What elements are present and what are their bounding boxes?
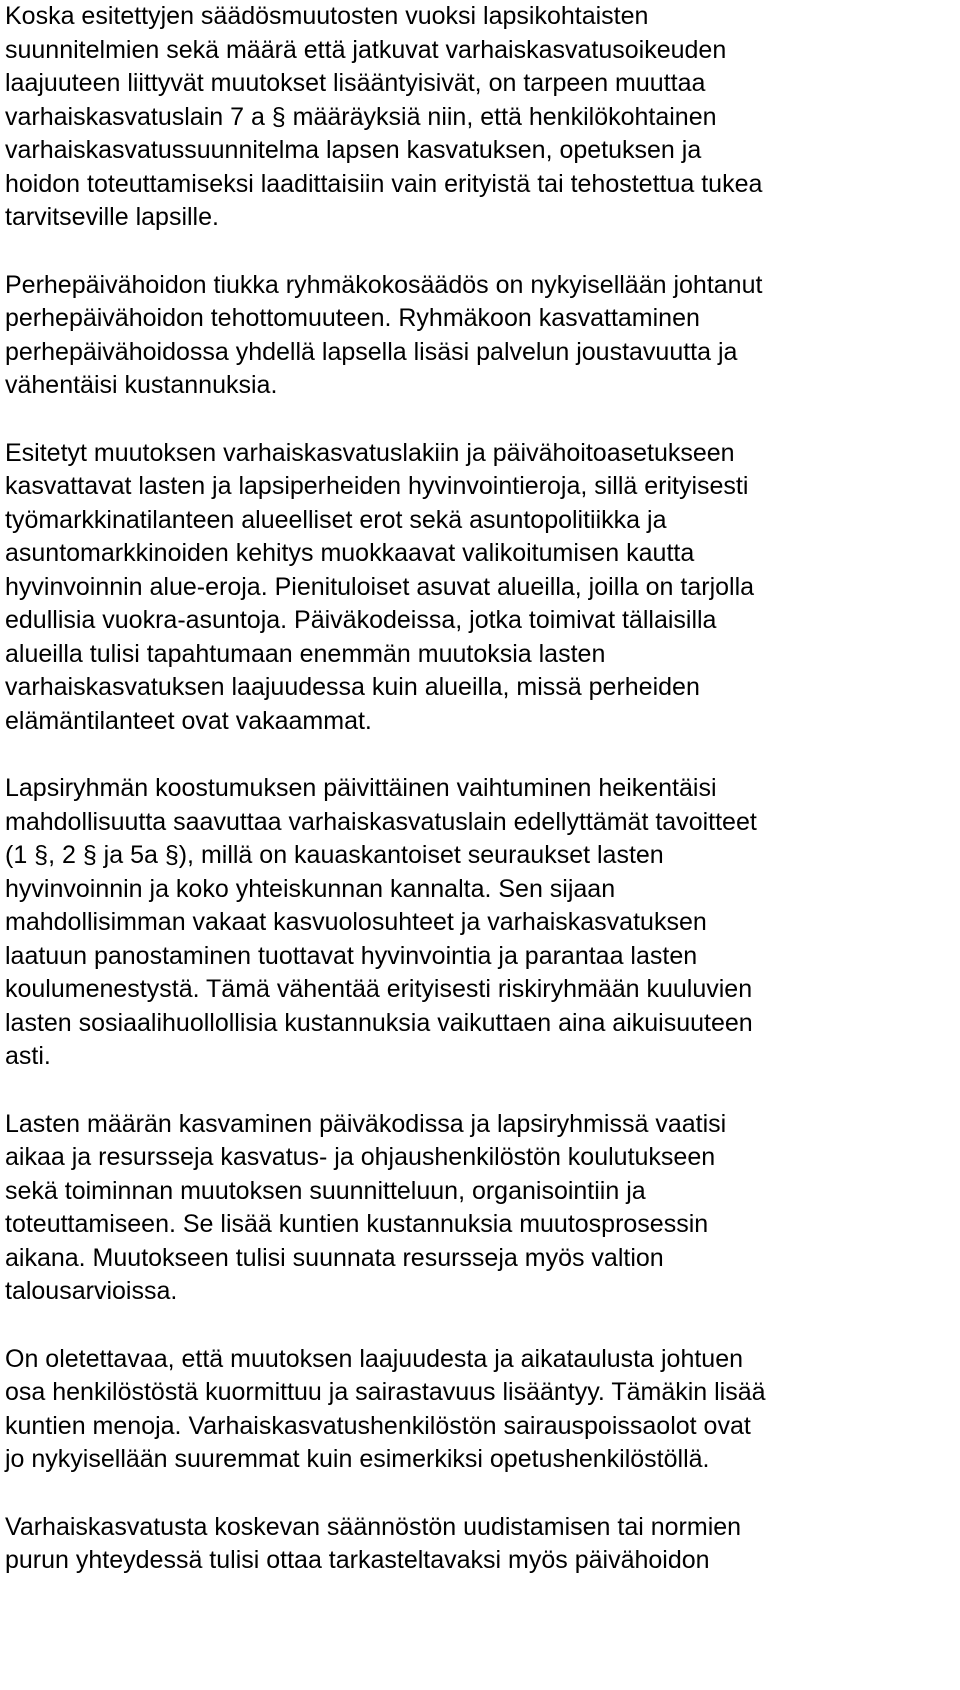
text-line: varhaiskasvatuslain 7 a § määräyksiä niin, että henkilökohtainen — [5, 102, 717, 131]
text-line: vähentäisi kustannuksia. — [5, 371, 278, 399]
text-line: laatuun panostaminen tuottavat hyvinvointia ja parantaa lasten — [5, 941, 698, 970]
text-line: hyvinvoinnin ja koko yhteiskunnan kannalta. Sen sijaan — [5, 874, 616, 903]
text-line: koulumenestystä. Tämä vähentää erityisesti riskiryhmään kuuluvien — [5, 975, 753, 1003]
text-line: toteuttamiseen. Se lisää kuntien kustannuksia muutosprosessin — [5, 1210, 709, 1238]
paragraph — [5, 1108, 957, 1309]
text-line: työmarkkinatilanteen alueelliset erot sekä asuntopolitiikka ja — [5, 505, 667, 534]
text-line: Lapsiryhmän koostumuksen päivittäinen vaihtuminen heikentäisi — [5, 774, 717, 802]
text-line: jo nykyisellään suuremmat kuin esimerkiksi opetushenkilöstöllä. — [5, 1445, 710, 1473]
text-line: mahdollisimman vakaat kasvuolosuhteet ja varhaiskasvatuksen — [5, 908, 707, 936]
text-line: kuntien menoja. Varhaiskasvatushenkilöstön sairauspoissaolot ovat — [5, 1411, 751, 1440]
text-line: osa henkilöstöstä kuormittuu ja sairastavuus lisääntyy. Tämäkin lisää — [5, 1378, 766, 1406]
paragraph — [5, 1511, 957, 1578]
paragraph — [5, 437, 957, 739]
text-line: perhepäivähoidossa yhdellä lapsella lisäsi palvelun joustavuutta ja — [5, 337, 738, 366]
text-line: varhaiskasvatuksen laajuudessa kuin alueilla, missä perheiden — [5, 673, 700, 701]
text-line: (1 §, 2 § ja 5a §), millä on kauaskantoiset seuraukset lasten — [5, 841, 664, 869]
text-line: edullisia vuokra-asuntoja. Päiväkodeissa, jotka toimivat tällaisilla — [5, 606, 717, 634]
text-line: Varhaiskasvatusta koskevan säännöstön uudistamisen tai normien — [5, 1512, 742, 1541]
text-line: perhepäivähoidon tehottomuuteen. Ryhmäkoon kasvattaminen — [5, 304, 700, 332]
text-line: varhaiskasvatussuunnitelma lapsen kasvatuksen, opetuksen ja — [5, 136, 702, 164]
text-line: talousarvioissa. — [5, 1277, 178, 1305]
text-line: Perhepäivähoidon tiukka ryhmäkokosäädös on nykyisellään johtanut — [5, 270, 763, 299]
text-line: kasvattavat lasten ja lapsiperheiden hyvinvointieroja, sillä erityisesti — [5, 472, 749, 500]
text-line: sekä toiminnan muutoksen suunnitteluun, organisointiin ja — [5, 1176, 646, 1205]
text-line: mahdollisuutta saavuttaa varhaiskasvatuslain edellyttämät tavoitteet — [5, 807, 757, 836]
text-line: elämäntilanteet ovat vakaammat. — [5, 706, 372, 735]
text-line: aikana. Muutokseen tulisi suunnata resursseja myös valtion — [5, 1243, 664, 1272]
text-line: purun yhteydessä tulisi ottaa tarkasteltavaksi myös päivähoidon — [5, 1546, 710, 1574]
text-line: tarvitseville lapsille. — [5, 203, 219, 231]
text-line: hoidon toteuttamiseksi laadittaisiin vain erityistä tai tehostettua tukea — [5, 169, 763, 198]
document-body — [5, 0, 957, 1612]
text-line: suunnitelmien sekä määrä että jatkuvat varhaiskasvatusoikeuden — [5, 35, 727, 64]
text-line: asti. — [5, 1042, 51, 1070]
paragraph — [5, 269, 957, 403]
paragraph — [5, 772, 957, 1074]
text-line: aikaa ja resursseja kasvatus- ja ohjaushenkilöstön koulutukseen — [5, 1143, 716, 1171]
text-line: alueilla tulisi tapahtumaan enemmän muutoksia lasten — [5, 639, 606, 668]
text-line: On oletettavaa, että muutoksen laajuudesta ja aikataulusta johtuen — [5, 1344, 744, 1373]
paragraph — [5, 0, 957, 235]
text-line: Koska esitettyjen säädösmuutosten vuoksi lapsikohtaisten — [5, 2, 649, 30]
paragraph — [5, 1343, 957, 1477]
text-line: hyvinvoinnin alue-eroja. Pienituloiset asuvat alueilla, joilla on tarjolla — [5, 572, 755, 601]
text-line: laajuuteen liittyvät muutokset lisääntyisivät, on tarpeen muuttaa — [5, 69, 706, 97]
text-line: asuntomarkkinoiden kehitys muokkaavat valikoitumisen kautta — [5, 539, 695, 567]
text-line: Esitetyt muutoksen varhaiskasvatuslakiin ja päivähoitoasetukseen — [5, 438, 735, 467]
text-line: Lasten määrän kasvaminen päiväkodissa ja lapsiryhmissä vaatisi — [5, 1109, 727, 1138]
text-line: lasten sosiaalihuollollisia kustannuksia vaikuttaen aina aikuisuuteen — [5, 1008, 753, 1037]
